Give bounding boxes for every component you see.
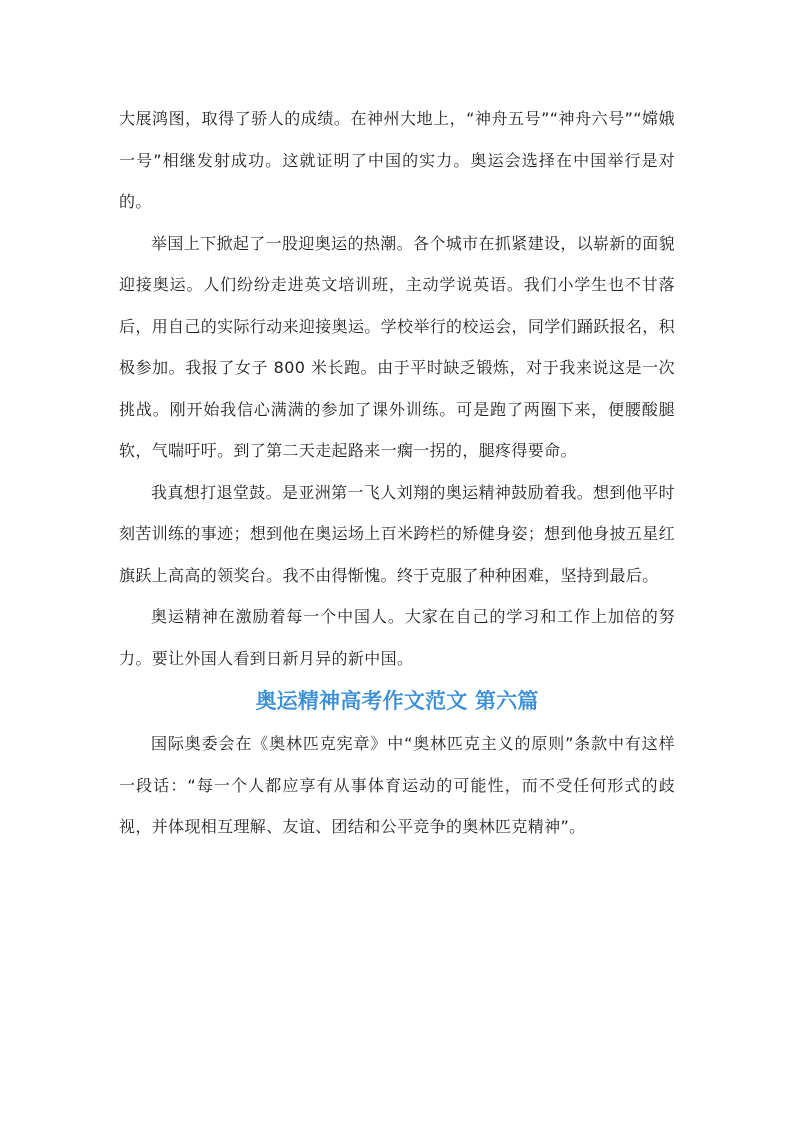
paragraph-1: 大展鸿图，取得了骄人的成绩。在神州大地上，“神舟五号”“神舟六号”“嫦娥一号”相继发射成功。这就证明了中国的实力。奥运会选择在中国举行是对的。 xyxy=(119,109,675,211)
section-title: 奥运精神高考作文范文 第六篇 xyxy=(255,689,539,713)
paragraph-2: 举国上下掀起了一股迎奥运的热潮。各个城市在抓紧建设，以崭新的面貌迎接奥运。人们纷纷走进英文培训班，主动学说英语。我们小学生也不甘落后，用自己的实际行动来迎接奥运。学校举行的校运会，同学们踊跃报名，积极参加。我报了女子 800 米长跑。由于平时缺乏锻炼，对于我来说这是一次挑战。刚开始我信心满满的参加了课外训练。可是跑了两圈下来，便腰酸腿软，气喘吁吁。到了第二天走起路来一瘸一拐的，腿疼得要命。 xyxy=(119,233,675,460)
document-page xyxy=(119,98,675,848)
paragraph-5: 国际奥委会在《奥林匹克宪章》中“奥林匹克主义的原则”条款中有这样一段话：“每一个人都应享有从事体育运动的可能性，而不受任何形式的歧视，并体现相互理解、友谊、团结和公平竞争的奥林匹克精神”。 xyxy=(119,734,675,836)
paragraph-4: 奥运精神在激励着每一个中国人。大家在自己的学习和工作上加倍的努力。要让外国人看到日新月异的新中国。 xyxy=(119,607,675,668)
paragraph-3: 我真想打退堂鼓。是亚洲第一飞人刘翔的奥运精神鼓励着我。想到他平时刻苦训练的事迹；想到他在奥运场上百米跨栏的矫健身姿；想到他身披五星红旗跃上高高的领奖台。我不由得惭愧。终于克服了种种困难，坚持到最后。 xyxy=(119,482,675,585)
